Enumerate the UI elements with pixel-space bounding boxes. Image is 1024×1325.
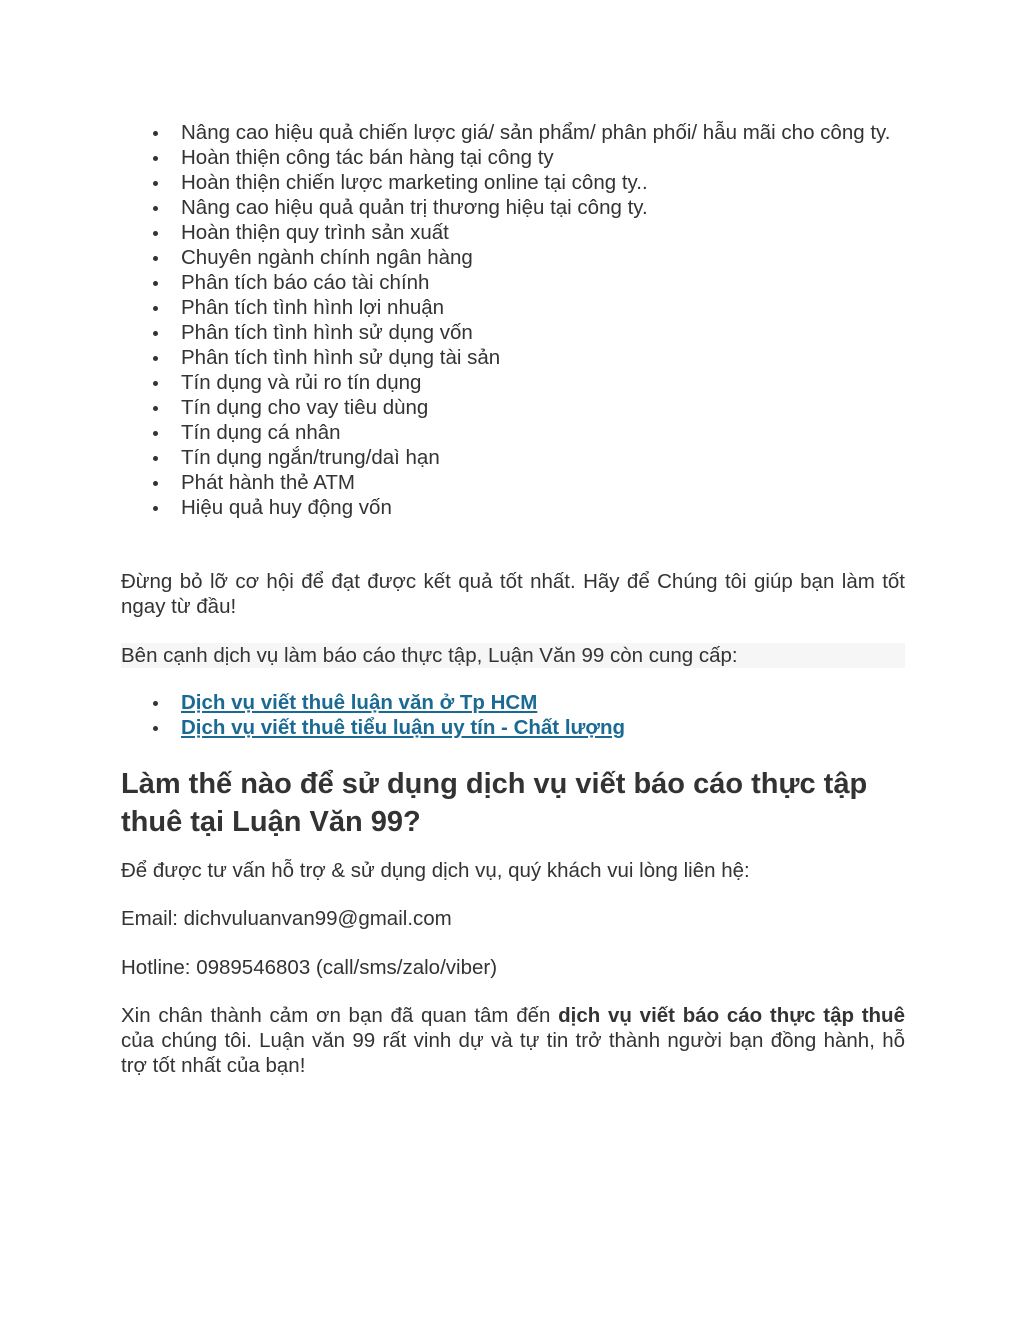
list-item: Phân tích tình hình lợi nhuận [121, 295, 905, 320]
list-item: Hoàn thiện chiến lược marketing online tại công ty.. [121, 170, 905, 195]
link-tieu-luan[interactable]: Dịch vụ viết thuê tiểu luận uy tín - Chất lượng [181, 716, 625, 739]
list-item [121, 715, 905, 740]
contact-intro: Để được tư vấn hỗ trợ & sử dụng dịch vụ, quý khách vui lòng liên hệ: [121, 859, 750, 882]
closing-text-after: của chúng tôi. Luận văn 99 rất vinh dự và tự tin trở thành người bạn đồng hành, hỗ trợ tốt nhất của bạn! [121, 1029, 905, 1077]
list-item: Hiệu quả huy động vốn [121, 495, 905, 520]
list-item: Phát hành thẻ ATM [121, 470, 905, 495]
cta-paragraph: Đừng bỏ lỡ cơ hội để đạt được kết quả tốt nhất. Hãy để Chúng tôi giúp bạn làm tốt ngay từ đầu! [121, 570, 905, 618]
service-link-list [121, 690, 905, 740]
list-item: Phân tích báo cáo tài chính [121, 270, 905, 295]
section-heading: Làm thế nào để sử dụng dịch vụ viết báo cáo thực tập thuê tại Luận Văn 99? [121, 768, 868, 838]
list-item: Phân tích tình hình sử dụng vốn [121, 320, 905, 345]
link-luan-van-hcm[interactable]: Dịch vụ viết thuê luận văn ở Tp HCM [181, 691, 538, 714]
hotline-line: Hotline: 0989546803 (call/sms/zalo/viber) [121, 956, 498, 979]
closing-paragraph [121, 1003, 905, 1078]
closing-text-bold: dịch vụ viết báo cáo thực tập thuê [558, 1004, 905, 1027]
list-item: Tín dụng cho vay tiêu dùng [121, 395, 905, 420]
list-item: Tín dụng ngắn/trung/daì hạn [121, 445, 905, 470]
topic-list [121, 120, 905, 520]
email-line: Email: dichvuluanvan99@gmail.com [121, 907, 452, 930]
list-item: Tín dụng và rủi ro tín dụng [121, 370, 905, 395]
list-item: Tín dụng cá nhân [121, 420, 905, 445]
list-item: Chuyên ngành chính ngân hàng [121, 245, 905, 270]
also-provide-text: Bên cạnh dịch vụ làm báo cáo thực tập, Luận Văn 99 còn cung cấp: [121, 643, 905, 668]
list-item: Hoàn thiện công tác bán hàng tại công ty [121, 145, 905, 170]
list-item: Nâng cao hiệu quả quản trị thương hiệu tại công ty. [121, 195, 905, 220]
list-item [121, 690, 905, 715]
list-item: Nâng cao hiệu quả chiến lược giá/ sản phẩm/ phân phối/ hẫu mãi cho công ty. [121, 120, 905, 145]
closing-text-before: Xin chân thành cảm ơn bạn đã quan tâm đến [121, 1004, 559, 1027]
list-item: Hoàn thiện quy trình sản xuất [121, 220, 905, 245]
list-item: Phân tích tình hình sử dụng tài sản [121, 345, 905, 370]
